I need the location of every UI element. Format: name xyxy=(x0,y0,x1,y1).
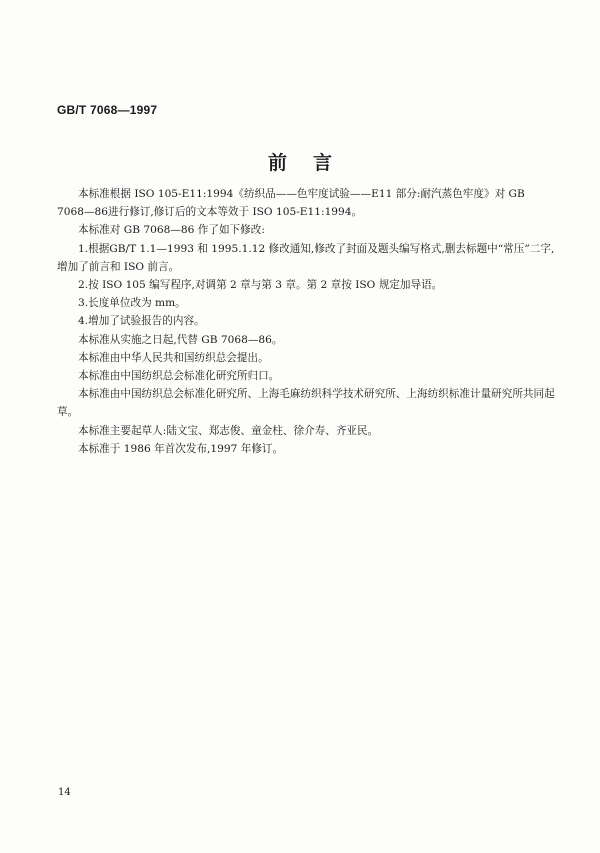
paragraph-modification-4: 4.增加了试验报告的内容。 xyxy=(78,315,205,328)
paragraph-drafting-units: 本标准由中国纺织总会标准化研究所、上海毛麻纺织科学技术研究所、上海纺织标准计量研究所共同起草。 xyxy=(57,388,555,419)
paragraph-drafters: 本标准主要起草人:陆文宝、郑志俊、童金柱、徐介寿、齐亚民。 xyxy=(78,424,379,437)
page-number: 14 xyxy=(58,787,71,798)
paragraph-modification-1: 1.根据GB/T 1.1—1993 和 1995.1.12 修改通知,修改了封面及题头编写格式,删去标题中“常压”二字,增加了前言和 ISO 前言。 xyxy=(57,242,555,273)
paragraph-proposer: 本标准由中华人民共和国纺织总会提出。 xyxy=(78,351,269,364)
paragraph-modification-2: 2.按 ISO 105 编写程序,对调第 2 章与第 3 章。第 2 章按 ISO 规定加导语。 xyxy=(78,279,443,292)
paragraph-modifications-intro: 本标准对 GB 7068—86 作了如下修改: xyxy=(78,224,265,237)
paragraph-publication-history: 本标准于 1986 年首次发布,1997 年修订。 xyxy=(78,442,284,455)
paragraph-modification-3: 3.长度单位改为 mm。 xyxy=(78,297,186,310)
foreword-body xyxy=(57,185,555,458)
standard-code: GB/T 7068—1997 xyxy=(57,103,158,117)
paragraph-replacement: 本标准从实施之日起,代替 GB 7068—86。 xyxy=(78,333,283,346)
page-title: 前言 xyxy=(267,152,358,174)
paragraph-basis: 本标准根据 ISO 105-E11:1994《纺织品——色牢度试验——E11 部分:耐汽蒸色牢度》对 GB 7068—86进行修订,修订后的文本等效于 ISO 105-E11:1994。 xyxy=(57,188,525,219)
paragraph-administrator: 本标准由中国纺织总会标准化研究所归口。 xyxy=(78,370,280,383)
